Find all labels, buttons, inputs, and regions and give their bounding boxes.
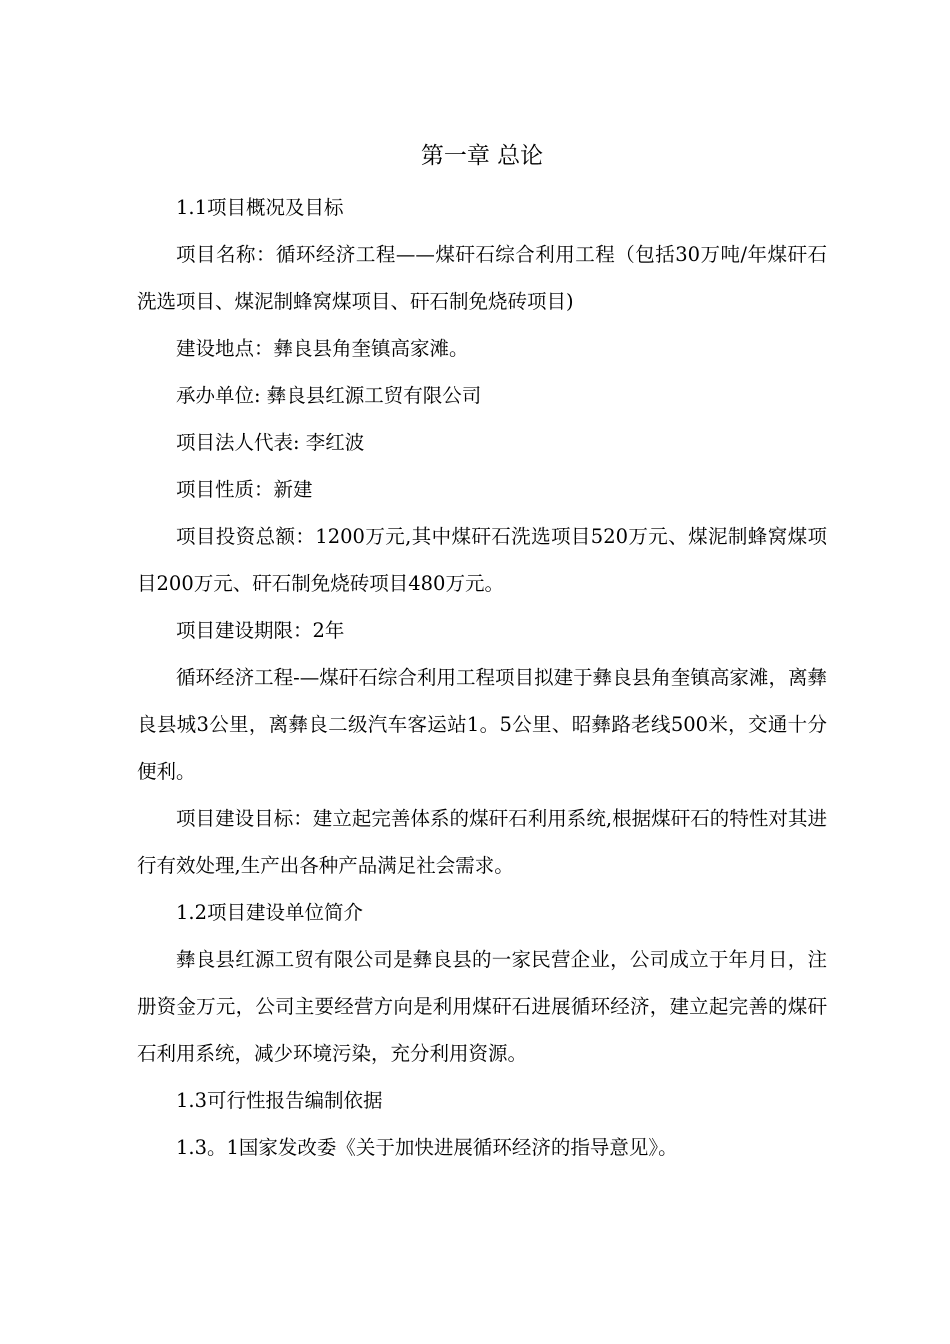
project-name-paragraph: 项目名称：循环经济工程——煤矸石综合利用工程（包括30万吨/年煤矸石洗选项目、煤泥制蜂窝煤项目、矸石制免烧砖项目) <box>137 243 827 313</box>
location-description-paragraph: 循环经济工程-—煤矸石综合利用工程项目拟建于彝良县角奎镇高家滩，离彝良县城3公里，离彝良二级汽车客运站1。5公里、昭彝路老线500米，交通十分便利。 <box>137 666 827 783</box>
construction-period-paragraph: 项目建设期限：2年 <box>176 619 345 642</box>
section-heading-1-1: 1.1项目概况及目标 <box>176 196 344 219</box>
basis-item-1-3-1: 1.3。1国家发改委《关于加快进展循环经济的指导意见》。 <box>176 1136 678 1159</box>
total-investment-paragraph: 项目投资总额：1200万元,其中煤矸石洗选项目520万元、煤泥制蜂窝煤项目200万元、矸石制免烧砖项目480万元。 <box>137 525 827 595</box>
construction-goal-paragraph: 项目建设目标：建立起完善体系的煤矸石利用系统,根据煤矸石的特性对其进行有效处理,生产出各种产品满足社会需求。 <box>137 807 827 877</box>
document-body <box>137 138 827 1171</box>
company-intro-paragraph: 彝良县红源工贸有限公司是彝良县的一家民营企业，公司成立于年月日，注册资金万元，公司主要经营方向是利用煤矸石进展循环经济，建立起完善的煤矸石利用系统，减少环境污染，充分利用资源。 <box>137 948 827 1065</box>
section-heading-1-2: 1.2项目建设单位简介 <box>176 901 364 924</box>
legal-representative-paragraph: 项目法人代表: 李红波 <box>176 431 365 454</box>
chapter-title: 第一章 总论 <box>420 143 544 169</box>
construction-site-paragraph: 建设地点：彝良县角奎镇高家滩。 <box>176 337 469 360</box>
section-heading-1-3: 1.3可行性报告编制依据 <box>176 1089 383 1112</box>
project-nature-paragraph: 项目性质：新建 <box>176 478 313 501</box>
organizer-paragraph: 承办单位: 彝良县红源工贸有限公司 <box>176 384 482 407</box>
